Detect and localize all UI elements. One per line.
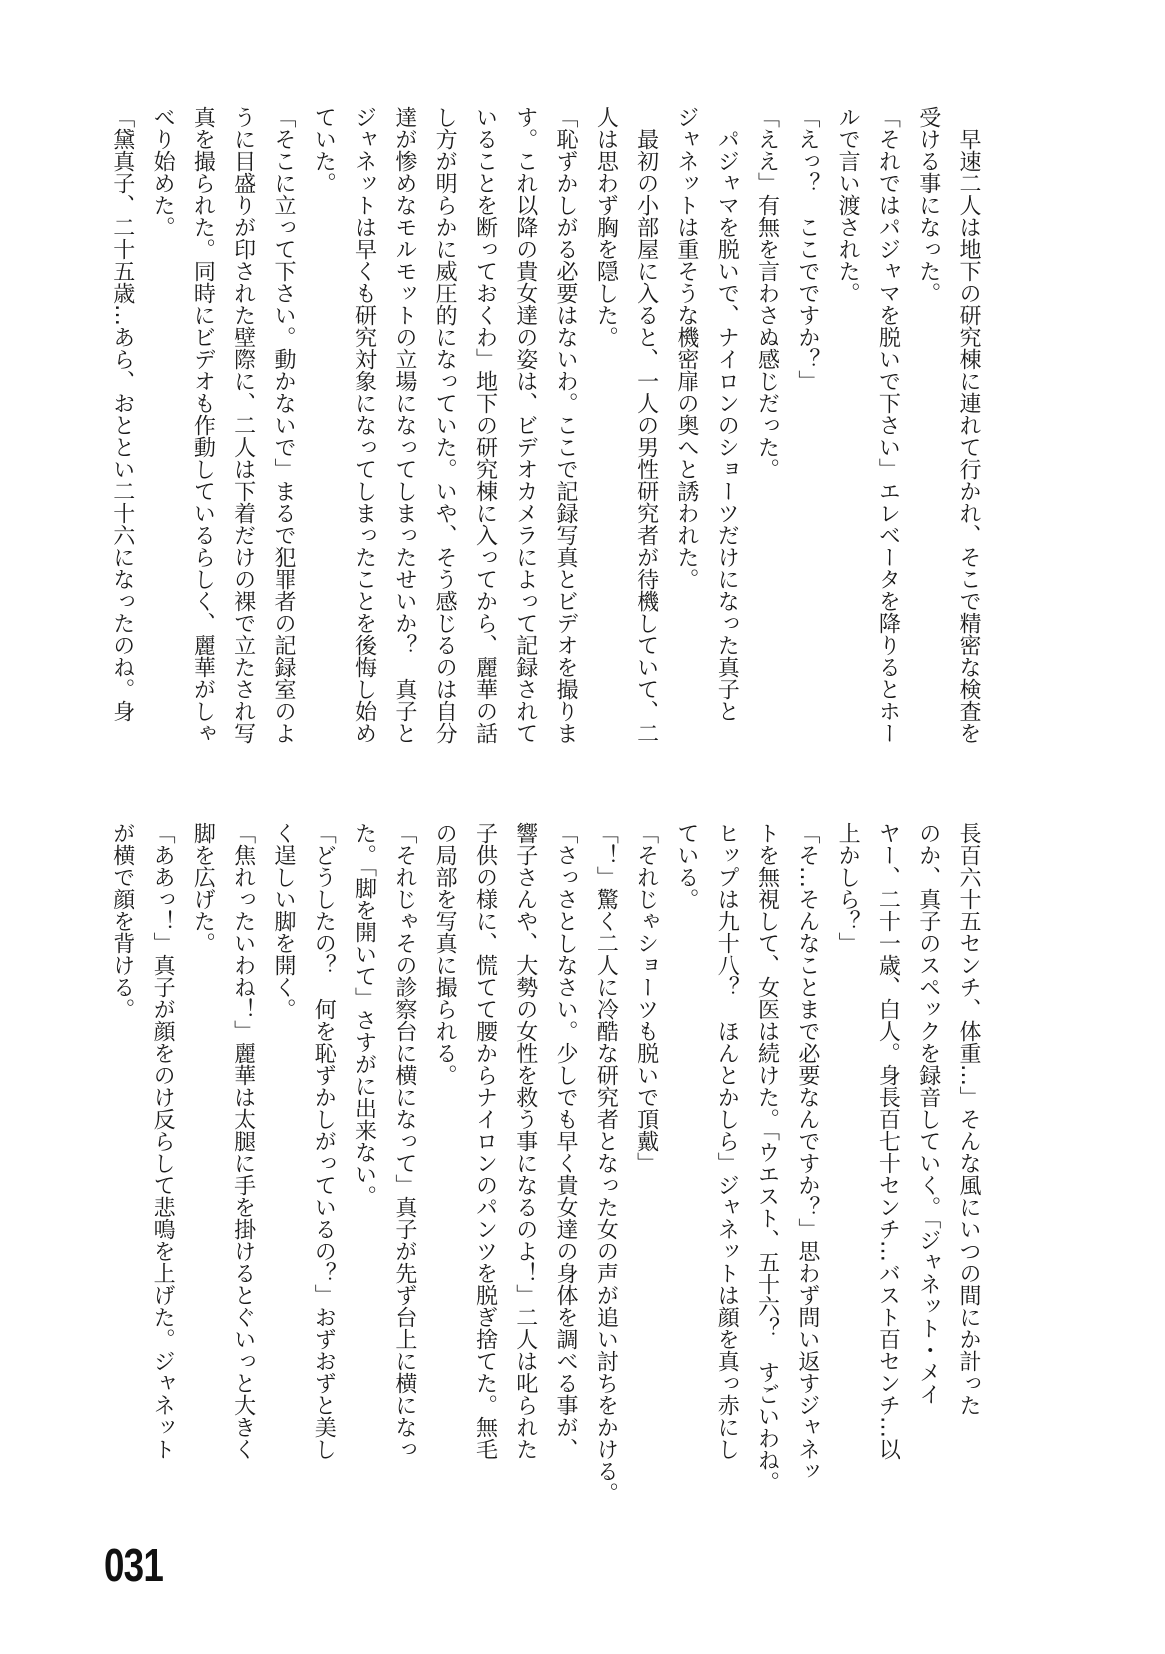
text-line: パジャマを脱いで、ナイロンのショーツだけになった真子と [714, 106, 740, 722]
lower-text-block [100, 822, 988, 1522]
text-line: 「そこに立って下さい。動かないで」まるで犯罪者の記録室のよ [270, 106, 296, 744]
page-number: 031 [104, 1539, 163, 1591]
text-line: す。これ以降の貴女達の姿は、ビデオカメラによって記録されて [512, 106, 538, 744]
text-line: く逞しい脚を開く。 [270, 822, 296, 1020]
text-line: 長百六十五センチ、体重…」そんな風にいつの間にか計った [956, 822, 981, 1416]
text-line: 響子さんや、大勢の女性を救う事になるのよ！」二人は叱られた [512, 822, 538, 1460]
text-line: た。「脚を開いて」さすがに出来ない。 [351, 822, 377, 1207]
text-line: ている。 [673, 822, 699, 910]
text-line: が横で顔を背ける。 [109, 822, 135, 1020]
text-line: のか、真子のスペックを録音していく。「ジャネット・メイ [915, 822, 941, 1405]
text-line: 最初の小部屋に入ると、一人の男性研究者が待機していて、二 [633, 106, 659, 744]
text-line: の局部を写真に撮られる。 [432, 822, 458, 1086]
text-line: 「えっ？ ここでですか？」 [794, 106, 820, 392]
text-line: 「ああっ！」真子が顔をのけ反らして悲鳴を上げた。ジャネット [150, 822, 176, 1460]
text-line: 「恥ずかしがる必要はないわ。ここで記録写真とビデオを撮りま [553, 106, 579, 744]
text-line: ジャネットは早くも研究対象になってしまったことを後悔し始め [351, 106, 377, 744]
text-line: 「そ…そんなことまで必要なんですか？」思わず問い返すジャネッ [794, 822, 820, 1482]
text-line: ていた。 [311, 106, 337, 194]
text-line: 真を撮られた。同時にビデオも作動しているらしく、麗華がしゃ [190, 106, 216, 744]
text-line: ジャネットは重そうな機密扉の奥へと誘われた。 [673, 106, 699, 590]
text-line: 達が惨めなモルモットの立場になってしまったせいか？ 真子と [391, 106, 417, 744]
text-line: トを無視して、女医は続けた。「ウエスト、五十六？ すごいわね。 [754, 822, 780, 1493]
text-line: 「さっさとしなさい。少しでも早く貴女達の身体を調べる事が、 [553, 822, 579, 1460]
text-line: 「黛真子、二十五歳…あら、おととい二十六になったのね。身 [109, 106, 135, 722]
text-line: ヒップは九十八？ ほんとかしら」ジャネットは顔を真っ赤にし [714, 822, 740, 1460]
text-line: 「それじゃショーツも脱いで頂戴」 [633, 822, 659, 1174]
text-line: 「どうしたの？ 何を恥ずかしがっているの？」おずおずと美し [311, 822, 337, 1460]
text-line: 「！」驚く二人に冷酷な研究者となった女の声が追い討ちをかける。 [593, 822, 619, 1504]
text-line: うに目盛りが印された壁際に、二人は下着だけの裸で立たされ写 [230, 106, 256, 744]
text-line: 「焦れったいわね！」麗華は太腿に手を掛けるとぐいっと大きく [230, 822, 256, 1460]
text-line: 受ける事になった。 [915, 106, 941, 304]
text-line: ルで言い渡された。 [835, 106, 861, 304]
text-line: 早速二人は地下の研究棟に連れて行かれ、そこで精密な検査を [956, 106, 981, 744]
text-line: 脚を広げた。 [190, 822, 216, 954]
text-line: 子供の様に、慌てて腰からナイロンのパンツを脱ぎ捨てた。無毛 [472, 822, 498, 1460]
text-line: し方が明らかに威圧的になっていた。いや、そう感じるのは自分 [432, 106, 458, 744]
text-line: 上かしら？」 [835, 822, 861, 954]
text-line: ヤー、二十一歳、白人。身長百七十センチ…バスト百センチ…以 [875, 822, 901, 1460]
text-line: 「それじゃその診察台に横になって」真子が先ず台上に横になっ [391, 822, 417, 1460]
text-line: 「それではパジャマを脱いで下さい」エレベータを降りるとホー [875, 106, 901, 744]
text-line: いることを断っておくわ」地下の研究棟に入ってから、麗華の話 [472, 106, 498, 744]
text-line: べり始めた。 [150, 106, 176, 238]
text-line: 人は思わず胸を隠した。 [593, 106, 619, 348]
upper-text-block [100, 106, 988, 806]
text-line: 「ええ」有無を言わさぬ感じだった。 [754, 106, 780, 480]
